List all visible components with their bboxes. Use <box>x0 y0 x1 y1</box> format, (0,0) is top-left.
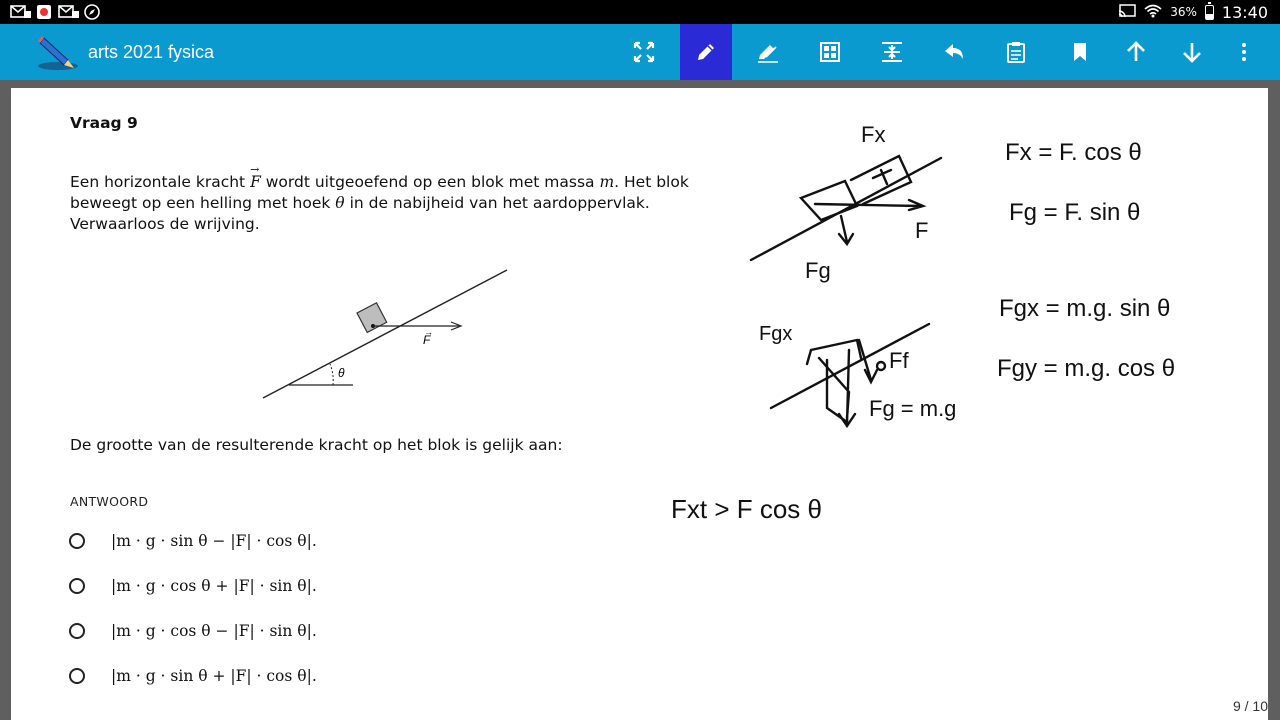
answer-option-4[interactable] <box>69 663 317 689</box>
hw-label: F <box>915 218 929 243</box>
battery-percent: 36% <box>1170 5 1197 19</box>
hw-equation: Fx = F. cos θ <box>1005 139 1142 166</box>
app-toolbar <box>0 24 1280 80</box>
fullscreen-button[interactable] <box>618 24 670 80</box>
grid-view-button[interactable] <box>804 24 856 80</box>
clipboard-button[interactable] <box>990 24 1042 80</box>
arrow-up-icon <box>1124 40 1148 64</box>
previous-page-button[interactable] <box>1110 24 1162 80</box>
body-text: wordt uitgeoefend op een blok met massa <box>260 173 600 191</box>
answer-option-2[interactable] <box>69 573 317 599</box>
status-indicators <box>1118 0 1268 24</box>
theta-symbol: θ <box>335 194 345 212</box>
radio-button[interactable] <box>69 668 85 684</box>
vector-f: → F <box>250 172 261 193</box>
body-text: Een horizontale kracht <box>70 173 251 191</box>
more-vert-icon <box>1232 40 1256 64</box>
undo-button[interactable] <box>928 24 980 80</box>
hw-equation: Fg = F. sin θ <box>1009 199 1141 226</box>
handwritten-annotations <box>671 118 1251 558</box>
incline-line <box>263 270 507 398</box>
question-title: Vraag 9 <box>70 114 138 132</box>
arrow-down-icon <box>1180 40 1204 64</box>
option-text: |m · g · cos θ − |F| · sin θ|. <box>111 622 317 640</box>
hw-label: Fg = m.g <box>869 396 957 421</box>
radio-button[interactable] <box>69 533 85 549</box>
more-options-button[interactable] <box>1218 24 1270 80</box>
hw-label: Fx <box>861 122 886 147</box>
radio-button[interactable] <box>69 623 85 639</box>
fullscreen-icon <box>632 40 656 64</box>
angle-arc <box>330 364 333 385</box>
body-text: in de nabijheid van het aardoppervlak. Verwaarloos de wrijving. <box>70 194 650 233</box>
body-text: . Het blok beweegt op een helling met hoek <box>70 173 689 212</box>
block <box>357 303 387 333</box>
pen-tool-button[interactable] <box>680 24 732 80</box>
email-icon <box>10 4 32 20</box>
grid-view-icon <box>818 40 842 64</box>
option-text: |m · g · cos θ + |F| · sin θ|. <box>111 577 317 595</box>
document-title: arts 2021 fysica <box>88 42 215 62</box>
record-icon <box>36 4 52 20</box>
force-vector-mark: → <box>424 327 433 337</box>
eraser-pen-button[interactable] <box>742 24 794 80</box>
fit-page-button[interactable] <box>866 24 918 80</box>
battery-icon <box>1205 5 1214 20</box>
incline-figure <box>251 263 531 403</box>
compass-icon <box>84 4 100 20</box>
radio-button[interactable] <box>69 578 85 594</box>
option-text: |m · g · sin θ − |F| · cos θ|. <box>111 532 317 550</box>
status-bar <box>0 0 1280 24</box>
theta-label: θ <box>338 366 345 380</box>
sketch-incline-1 <box>751 156 941 260</box>
mass-symbol: m <box>599 173 615 191</box>
force-label: F <box>423 333 431 347</box>
answer-option-1[interactable] <box>69 528 317 554</box>
answer-option-3[interactable] <box>69 618 317 644</box>
wifi-icon <box>1144 4 1162 21</box>
clipboard-icon <box>1004 40 1028 64</box>
page-counter: 9 / 10 <box>1232 698 1268 714</box>
hw-equation: Fgy = m.g. cos θ <box>997 355 1176 382</box>
app-logo-pen-icon[interactable] <box>34 32 82 72</box>
pdf-page[interactable] <box>11 88 1268 720</box>
pen-icon <box>694 40 718 64</box>
hw-equation: Fgx = m.g. sin θ <box>999 295 1171 322</box>
answer-heading: ANTWOORD <box>70 494 149 509</box>
clock: 13:40 <box>1221 2 1268 22</box>
cast-icon <box>1118 4 1136 21</box>
hw-label: Ff <box>889 348 909 373</box>
fit-page-icon <box>880 40 904 64</box>
question-body <box>70 172 710 235</box>
hw-label: Fg <box>805 258 831 283</box>
eraser-pen-icon <box>756 40 780 64</box>
bookmark-icon <box>1068 40 1092 64</box>
hw-label: Fgx <box>759 323 793 345</box>
option-text: |m · g · sin θ + |F| · cos θ|. <box>111 667 317 685</box>
undo-icon <box>942 40 966 64</box>
question-prompt: De grootte van de resulterende kracht op het blok is gelijk aan: <box>70 436 563 454</box>
bookmark-button[interactable] <box>1054 24 1106 80</box>
email-icon <box>58 4 80 20</box>
next-page-button[interactable] <box>1166 24 1218 80</box>
hw-equation: Fxt > F cos θ <box>671 494 822 524</box>
